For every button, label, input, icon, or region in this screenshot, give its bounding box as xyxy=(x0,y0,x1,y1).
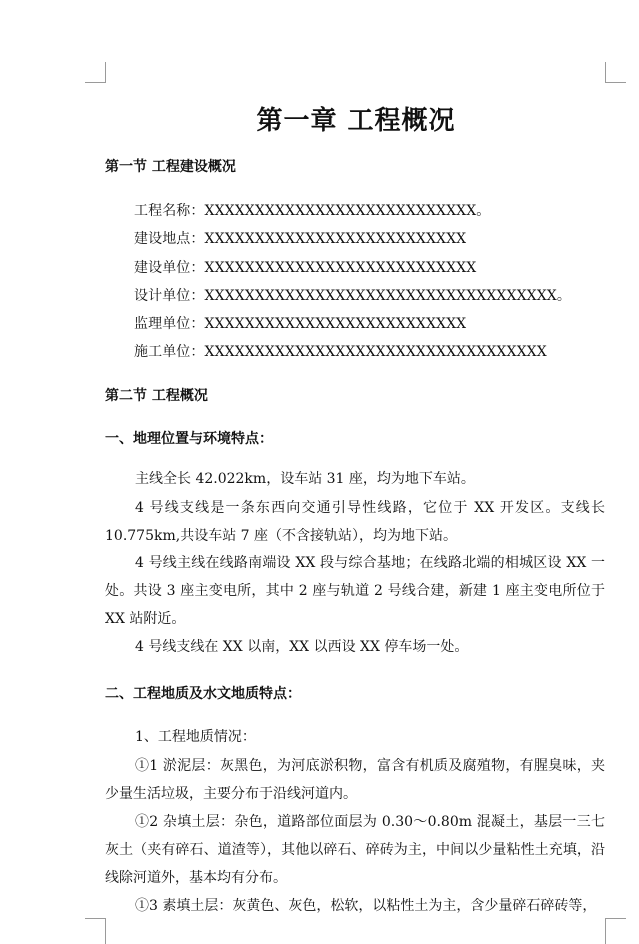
paragraph: 4 号线支线在 XX 以南，XX 以西设 XX 停车场一处。 xyxy=(135,639,469,655)
info-line-location: 建设地点：XXXXXXXXXXXXXXXXXXXXXXXXXX xyxy=(134,231,467,247)
margin-corner-top-right xyxy=(605,62,626,83)
chapter-title: 第一章 工程概况 xyxy=(256,106,456,136)
info-line-owner: 建设单位：XXXXXXXXXXXXXXXXXXXXXXXXXXX xyxy=(134,260,477,276)
paragraph: 主线全长 42.022km，设车站 31 座，均为地下车站。 xyxy=(135,471,475,487)
info-line-designer: 设计单位：XXXXXXXXXXXXXXXXXXXXXXXXXXXXXXXXXXX。 xyxy=(134,288,571,304)
margin-corner-bottom-left xyxy=(85,918,106,944)
section-heading: 第一节 工程建设概况 xyxy=(105,159,236,175)
paragraph: ①1 淤泥层：灰黑色，为河底淤积物，富含有机质及腐殖物，有腥臭味，夹少量生活垃圾，主要分布于沿线河道内。 xyxy=(105,758,605,802)
paragraph: 4 号线支线是一条东西向交通引导性线路，它位于 XX 开发区。支线长 10.775km,共设车站 7 座（不含接轨站），均为地下站。 xyxy=(105,500,605,544)
subsection-heading: 一、地理位置与环境特点： xyxy=(105,431,273,447)
margin-corner-top-left xyxy=(85,62,106,83)
margin-corner-bottom-right xyxy=(605,918,626,944)
paragraph: 1、工程地质情况： xyxy=(135,729,256,745)
info-line-supervisor: 监理单位：XXXXXXXXXXXXXXXXXXXXXXXXXX xyxy=(134,316,467,332)
subsection-heading: 二、工程地质及水文地质特点： xyxy=(105,686,301,702)
paragraph: ①2 杂填土层：杂色，道路部位面层为 0.30～0.80m 混凝土，基层一三七灰土（夹有碎石、道渣等），其他以碎石、碎砖为主，中间以少量粘性土充填，沿线除河道外，基本均有分布。 xyxy=(105,814,605,886)
section-heading: 第二节 工程概况 xyxy=(105,388,208,404)
paragraph: ①3 素填土层：灰黄色、灰色，松软，以粘性土为主，含少量碎石碎砖等， xyxy=(135,898,597,914)
info-line-contractor: 施工单位：XXXXXXXXXXXXXXXXXXXXXXXXXXXXXXXXXX xyxy=(134,344,547,360)
info-line-project-name: 工程名称：XXXXXXXXXXXXXXXXXXXXXXXXXXX。 xyxy=(134,203,491,219)
paragraph: 4 号线主线在线路南端设 XX 段与综合基地；在线路北端的相城区设 XX 一处。共设 3 座主变电所，其中 2 座与轨道 2 号线合建，新建 1 座主变电所位于 XX 站附近。 xyxy=(105,555,605,627)
